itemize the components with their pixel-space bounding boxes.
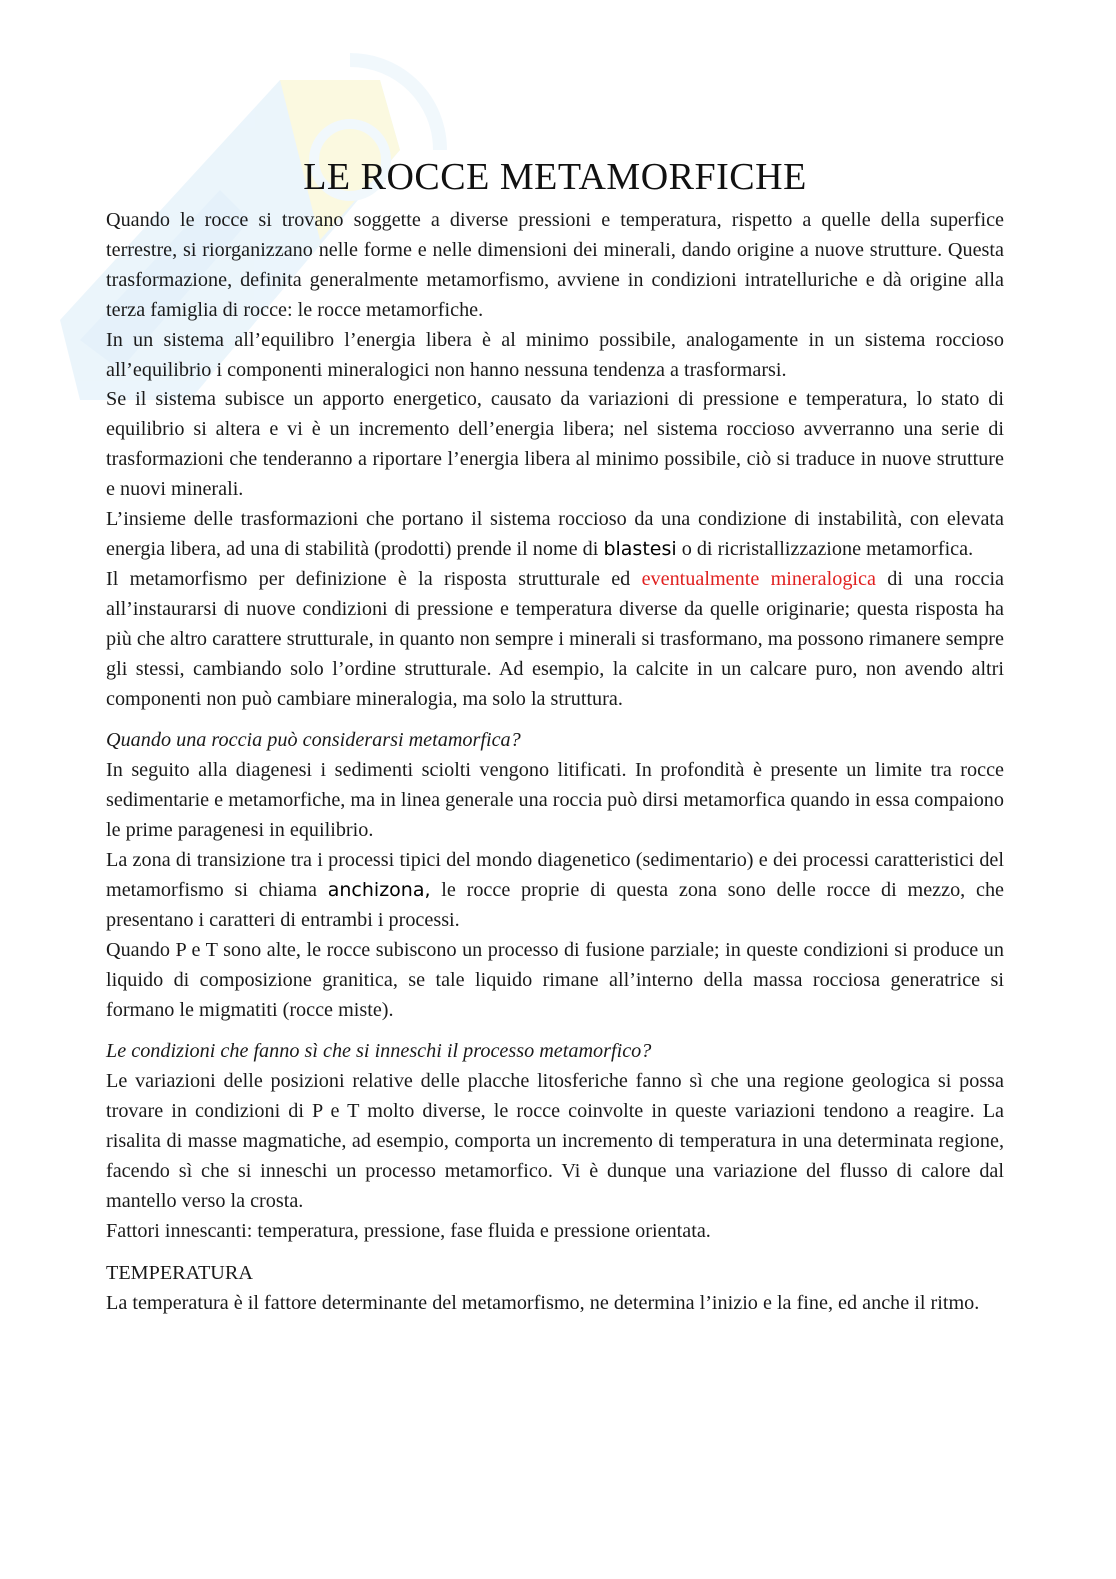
section-heading-temperatura: TEMPERATURA [106,1261,253,1284]
paragraph-blastesi-text-end: o di ricristallizzazione metamorfica. [676,537,974,560]
paragraph-anchizona [106,846,1004,936]
paragraph-diagenesi: In seguito alla diagenesi i sedimenti sciolti vengono litificati. In profondità è presente un limite tra rocce sedimentarie e metamorfiche, ma in linea generale una roccia può dirsi metamorfica quando in essa compaiono le prime paragenesi in equilibrio. [106,759,1004,842]
keyword-anchizona: anchizona, [327,878,431,901]
document-title: LE ROCCE METAMORFICHE [303,156,807,198]
paragraph-placche: Le variazioni delle posizioni relative delle placche litosferiche fanno sì che una regione geologica si possa trovare in condizioni di P e T molto diverse, le rocce coinvolte in queste variazioni tendono a reagire. La risalita di masse magmatiche, ad esempio, comporta un incremento di temperatura in una determinata regione, facendo sì che si inneschi un processo metamorfico. Vi è dunque una variazione del flusso di calore dal mantello verso la crosta. [106,1070,1004,1212]
paragraph-definition [106,565,1004,715]
paragraph-energy: Se il sistema subisce un apporto energetico, causato da variazioni di pressione e temperatura, lo stato di equilibrio si altera e vi è un incremento dell’energia libera; nel sistema roccioso avverranno una serie di trasformazioni che tenderanno a riportare l’energia libera al minimo possibile, ciò si traduce in nuove strutture e nuovi minerali. [106,388,1004,501]
paragraph-definition-text: Il metamorfismo per definizione è la risposta strutturale ed [106,567,642,590]
keyword-blastesi: blastesi [603,537,677,560]
paragraph-fattori: Fattori innescanti: temperatura, pressione, fase fluida e pressione orientata. [106,1219,711,1242]
paragraph-blastesi-text: L’insieme delle trasformazioni che portano il sistema roccioso da una condizione di instabilità, con elevata energia libera, ad una di stabilità (prodotti) prende il nome di [106,508,1004,560]
paragraph-anchizona-text-end: le rocce proprie di questa zona sono delle rocce di mezzo, che presentano i caratteri di entrambi i processi. [106,878,1004,931]
paragraph-temperatura: La temperatura è il fattore determinante del metamorfismo, ne determina l’inizio e la fine, ed anche il ritmo. [106,1291,980,1314]
paragraph-intro: Quando le rocce si trovano soggette a diverse pressioni e temperatura, rispetto a quelle della superfice terrestre, si riorganizzano nelle forme e nelle dimensioni dei minerali, dando origine a nuove strutture. Questa trasformazione, definita generalmente metamorfismo, avviene in condizioni intratelluriche e dà origine alla terza famiglia di rocce: le rocce metamorfiche. [106,209,1004,321]
paragraph-anchizona-text: La zona di transizione tra i processi tipici del mondo diagenetico (sedimentario) e dei processi caratteristici del metamorfismo si chiama [106,849,1004,901]
paragraph-migmatiti: Quando P e T sono alte, le rocce subiscono un processo di fusione parziale; in queste condizioni si produce un liquido di composizione granitica, se tale liquido rimane all’interno della massa rocciosa generatrice si formano le migmatiti (rocce miste). [106,938,1004,1021]
paragraph-blastesi [106,505,1004,565]
question-heading-condizioni: Le condizioni che fanno sì che si inneschi il processo metamorfico? [106,1040,652,1063]
paragraph-definition-text-end: di una roccia all’instaurarsi di nuove condizioni di pressione e temperatura diverse da quelle originarie; questa risposta ha più che altro carattere strutturale, in quanto non sempre i minerali si trasformano, ma possono rimanere sempre gli stessi, cambiando solo l’ordine strutturale. Ad esempio, la calcite in un calcare puro, non avendo altri componenti non può cambiare mineralogia, ma solo la struttura. [106,567,1005,710]
document-page [106,152,1004,1319]
highlight-mineralogica: eventualmente mineralogica [641,567,876,590]
paragraph-equilibrium: In un sistema all’equilibro l’energia libera è al minimo possibile, analogamente in un sistema roccioso all’equilibrio i componenti mineralogici non hanno nessuna tendenza a trasformarsi. [106,328,1004,381]
question-heading-metamorfica: Quando una roccia può considerarsi metamorfica? [106,729,521,752]
